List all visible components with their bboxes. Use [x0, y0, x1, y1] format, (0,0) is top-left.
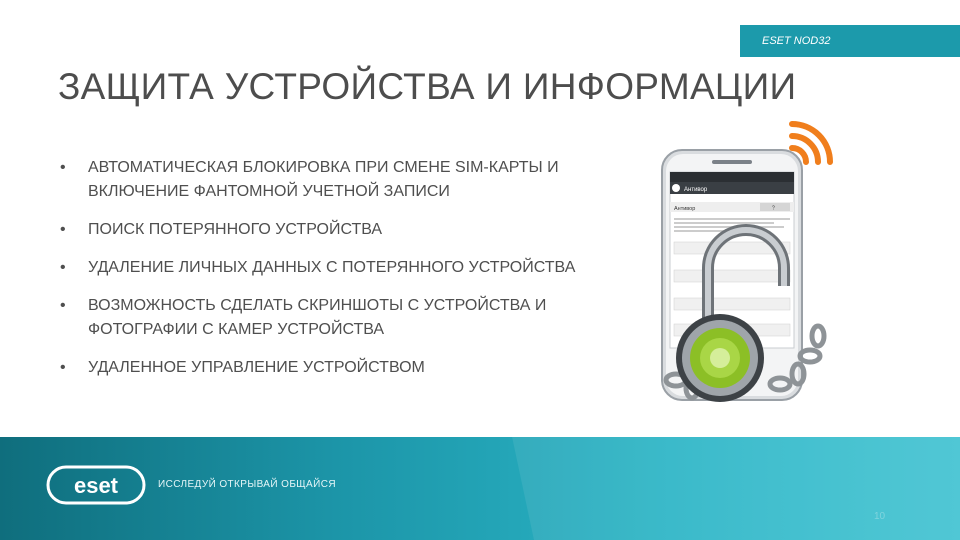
slogan: ИССЛЕДУЙ ОТКРЫВАЙ ОБЩАЙСЯ: [158, 479, 336, 490]
svg-text:eset: eset: [73, 473, 119, 498]
phone-lock-illustration: [650, 118, 850, 418]
list-item: [60, 256, 600, 280]
list-item-text: ВОЗМОЖНОСТЬ СДЕЛАТЬ СКРИНШОТЫ С УСТРОЙСТВА И ФОТОГРАФИИ С КАМЕР УСТРОЙСТВА: [88, 297, 547, 338]
page-title: ЗАЩИТА УСТРОЙСТВА И ИНФОРМАЦИИ: [58, 66, 797, 107]
list-item: [60, 356, 600, 380]
bullet-marker: •: [60, 159, 66, 176]
svg-text:Антивор: Антивор: [674, 206, 696, 212]
list-item-text: УДАЛЕННОЕ УПРАВЛЕНИЕ УСТРОЙСТВОМ: [88, 359, 425, 376]
bullet-marker: •: [60, 297, 66, 314]
bullet-marker: •: [60, 359, 66, 376]
footer-decoration: [499, 437, 960, 540]
bullet-marker: •: [60, 259, 66, 276]
list-item-text: АВТОМАТИЧЕСКАЯ БЛОКИРОВКА ПРИ СМЕНЕ SIM-КАРТЫ И ВКЛЮЧЕНИЕ ФАНТОМНОЙ УЧЕТНОЙ ЗАПИСИ: [88, 159, 559, 200]
product-tag: ESET NOD32: [740, 25, 960, 57]
feature-list: [60, 156, 600, 394]
list-item-text: УДАЛЕНИЕ ЛИЧНЫХ ДАННЫХ С ПОТЕРЯННОГО УСТРОЙСТВА: [88, 259, 576, 276]
bullet-marker: •: [60, 221, 66, 238]
list-item-text: ПОИСК ПОТЕРЯННОГО УСТРОЙСТВА: [88, 221, 383, 238]
list-item: [60, 218, 600, 242]
page-number: 10: [874, 511, 886, 522]
footer-band: [0, 437, 960, 540]
list-item: [60, 294, 600, 342]
eset-logo: [46, 465, 146, 505]
list-item: [60, 156, 600, 204]
svg-text:Антивор: Антивор: [684, 187, 708, 193]
svg-text:?: ?: [772, 205, 775, 212]
